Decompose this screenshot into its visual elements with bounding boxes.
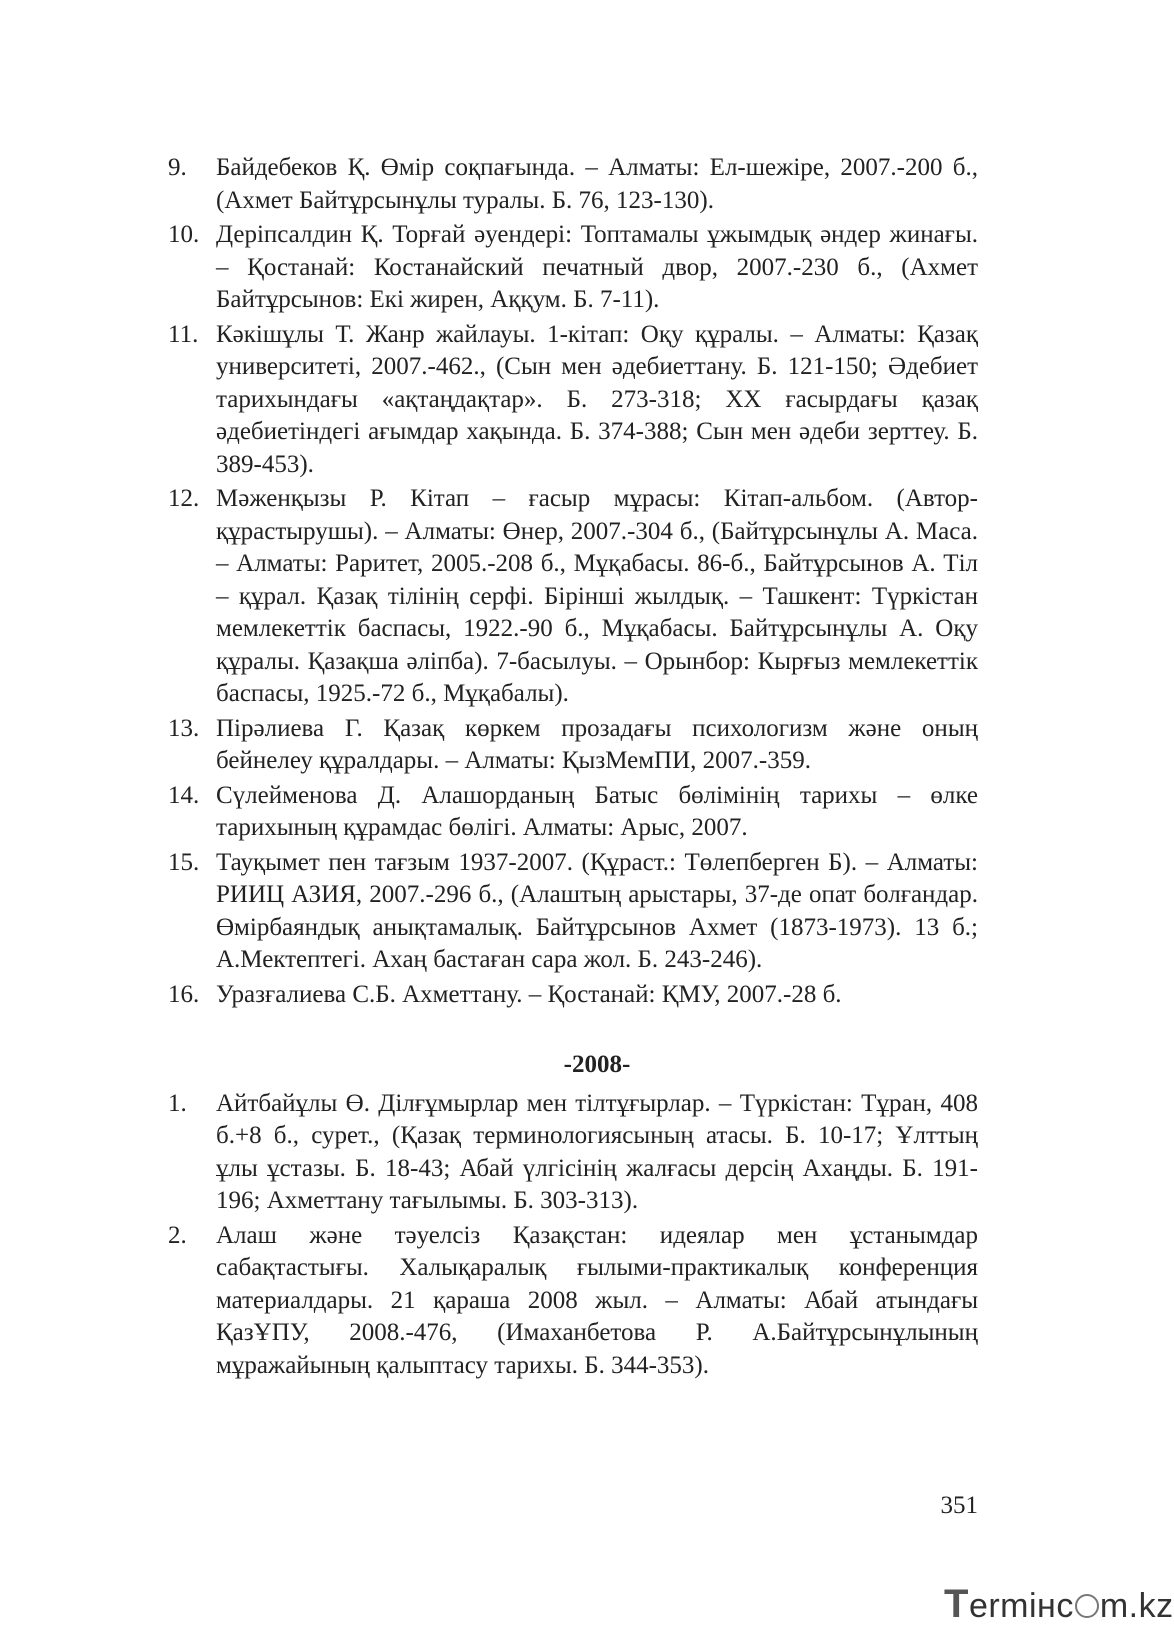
entry-text: Байдебеков Қ. Өмір соқпағында. – Алматы: Ел-шежіре, 2007.-200 б., (Ахмет Байтұрсынұлы туралы. Б. 76, 123-130). [216, 154, 978, 214]
entry-number: 9. [168, 154, 187, 181]
entry-number: 10. [168, 221, 200, 248]
bibliography-list-2008 [168, 1088, 978, 1383]
entry-text: Уразғалиева С.Б. Ахметтану. – Қостанай: ҚМУ, 2007.-28 б. [216, 980, 842, 1008]
entry-text: Сүлейменова Д. Алашорданың Батыс бөлімінің тарихы – өлке тарихының құрамдас бөлігі. Алматы: Арыс, 2007. [216, 781, 978, 841]
entry-number: 11. [168, 320, 199, 348]
entry-number: 16. [168, 980, 200, 1008]
entry-text: Алаш және тәуелсіз Қазақстан: идеялар мен ұстанымдар сабақтастығы. Халықаралық ғылыми-практикалық конференция материалдары. 21 қараша 2008 жыл. – Алматы: Абай атындағы ҚазҰПУ, 2008.-476, (Имаханбетова Р. А.Байтұрсынұлының мұражайының қалыптасу тарихы. Б. 344-353). [216, 1221, 978, 1379]
entry-text: Деріпсалдин Қ. Торғай әуендері: Топтамалы ұжымдық әндер жинағы. – Қостанай: Костанайский печатный двор, 2007.-230 б., (Ахмет Байтұрсынов: Екі жирен, Аққум. Б. 7-11). [216, 221, 978, 313]
bibliography-entry [168, 979, 978, 1012]
entry-number: 13. [168, 714, 200, 742]
year-heading: -2008- [563, 1051, 631, 1078]
entry-number: 15. [168, 848, 200, 876]
bibliography-entry [168, 1220, 978, 1383]
entry-number: 12. [168, 485, 200, 512]
entry-text: Мәженқызы Р. Кітап – ғасыр мұрасы: Кітап-альбом. (Автор-құрастырушы). – Алматы: Өнер, 2007.-304 б., (Байтұрсынұлы А. Маса. – Алматы: Раритет, 2005.-208 б., Мұқабасы. 86-б., Байтұрсынов А. Тіл – құрал. Қазақ тілінің серфі. Бірінші жылдық. – Ташкент: Түркістан мемлекеттік баспасы, 1922.-90 б., Мұқабасы. Байтұрсынұлы А. Оқу құралы. Қазақша әліпба). 7-басылуы. – Орынбор: Кырғыз мемлекеттік баспасы, 1925.-72 б., Мұқабалы). [216, 485, 978, 707]
entry-number: 14. [168, 781, 200, 809]
entry-text: Айтбайұлы Ө. Ділғұмырлар мен тілтұғырлар. – Түркістан: Тұран, 408 б.+8 б., сурет., (Қазақ терминологиясының атасы. Б. 10-17; Ұлттың ұлы ұстазы. Б. 18-43; Абай үлгісінің жалғасы дерсің Ахаңды. Б. 191-196; Ахметтану тағылымы. Б. 303-313). [216, 1089, 978, 1214]
bibliography-list-2007 [168, 152, 978, 1011]
entry-text: Пірәлиева Г. Қазақ көркем прозадағы психологизм және оның бейнелеу құралдары. – Алматы: ҚызМемПИ, 2007.-359. [216, 714, 978, 774]
termincom-watermark-logo [944, 1582, 1174, 1627]
page-number: 351 [940, 1492, 978, 1519]
entry-text: Тауқымет пен тағзым 1937-2007. (Құраст.: Төлепберген Б). – Алматы: РИИЦ АЗИЯ, 2007.-296 б., (Алаштың арыстары, 37-де опат болғандар. Өмірбаяндық анықтамалық. Байтұрсынов Ахмет (1873-1973). 13 б.; А.Мектептегі. Ахаң бастаған сара жол. Б. 243-246). [216, 848, 978, 973]
entry-number: 1. [168, 1089, 187, 1117]
page-content [168, 152, 978, 1384]
bibliography-entry [168, 483, 978, 711]
watermark-circle-icon [1075, 1594, 1099, 1618]
bibliography-entry [168, 1088, 978, 1218]
entry-number: 2. [168, 1221, 187, 1249]
bibliography-entry [168, 713, 978, 778]
watermark-text-part: ermінс [968, 1587, 1074, 1625]
watermark-letter-t: T [944, 1582, 969, 1626]
bibliography-entry [168, 780, 978, 845]
bibliography-entry [168, 219, 978, 317]
entry-text: Кәкішұлы Т. Жанр жайлауы. 1-кітап: Оқу құралы. – Алматы: Қазақ университеті, 2007.-462., (Сын мен әдебиеттану. Б. 121-150; Әдебиет тарихындағы «ақтаңдақтар». Б. 273-318; ХХ ғасырдағы қазақ әдебиетіндегі ағымдар хақында. Б. 374-388; Сын мен әдеби зерттеу. Б. 389-453). [216, 320, 978, 478]
bibliography-entry [168, 152, 978, 217]
bibliography-entry [168, 319, 978, 482]
bibliography-entry [168, 847, 978, 977]
watermark-domain-part: m.kz [1099, 1587, 1174, 1625]
